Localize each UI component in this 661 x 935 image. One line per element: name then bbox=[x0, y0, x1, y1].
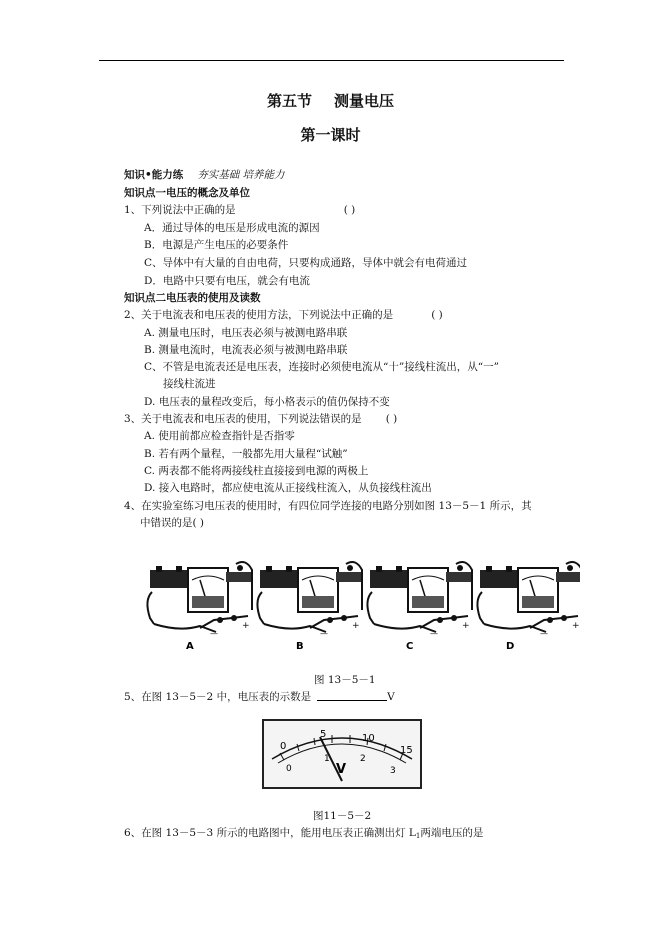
dial-lower-0: 0 bbox=[286, 764, 292, 774]
q2-option-d: D. 电压表的量程改变后，每小格表示的值仍保持不变 bbox=[144, 396, 390, 408]
dial-lower-3: 3 bbox=[390, 766, 396, 776]
dial-frame bbox=[263, 720, 421, 788]
knowledge-point-1: 知识点一电压的概念及单位 bbox=[124, 187, 250, 199]
figure-2-caption: 图11－5－2 bbox=[313, 810, 372, 822]
circuit-c bbox=[367, 562, 472, 638]
question-5-stem: 5、在图 13－5－2 中，电压表的示数是 V bbox=[124, 691, 395, 703]
dial-upper-0: 0 bbox=[280, 741, 287, 752]
q2-option-c-cont: 接线柱流进 bbox=[163, 378, 216, 390]
q1-option-b: B．电源是产生电压的必要条件 bbox=[144, 239, 289, 251]
q1-option-c: C、导体中有大量的自由电荷，只要构成通路，导体中就会有电荷通过 bbox=[144, 257, 468, 269]
practice-slogan: 夯实基础 培养能力 bbox=[197, 169, 285, 181]
q1-option-d: D．电路中只要有电压，就会有电流 bbox=[144, 275, 310, 287]
circuit-label-b: B bbox=[296, 641, 304, 652]
dial-upper-5: 5 bbox=[320, 729, 327, 740]
question-2-stem: 2、关于电流表和电压表的使用方法，下列说法中正确的是 ( ) bbox=[124, 309, 443, 321]
dial-upper-15: 15 bbox=[400, 745, 413, 756]
question-6-stem: 6、在图 13－5－3 所示的电路图中，能用电压表正确测出灯 $L_1$两端电压的是 bbox=[124, 827, 484, 840]
practice-heading bbox=[124, 168, 285, 182]
q2-option-c: C、不管是电流表还是电压表，连接时必须使电流从“十”接线柱流出，从“一” bbox=[144, 361, 500, 373]
page-subtitle: 第一课时 bbox=[300, 126, 361, 144]
circuit-a bbox=[147, 562, 252, 638]
dial-upper-10: 10 bbox=[362, 733, 375, 744]
practice-label: 知识•能力练 bbox=[124, 169, 184, 181]
circuit-b bbox=[257, 562, 362, 638]
q3-option-a: A. 使用前都应检查指针是否指零 bbox=[144, 430, 295, 442]
answer-blank[interactable] bbox=[317, 690, 387, 701]
topic-label: 测量电压 bbox=[334, 92, 395, 110]
knowledge-point-2: 知识点二电压表的使用及读数 bbox=[124, 292, 261, 304]
q3-option-d: D. 接入电路时，都应使电流从正接线柱流入，从负接线柱流出 bbox=[144, 482, 432, 494]
q3-option-c: C. 两表都不能将两接线柱直接接到电源的两极上 bbox=[144, 465, 369, 477]
question-1-stem: 1、下列说法中正确的是 ( ) bbox=[124, 204, 356, 216]
page-title bbox=[0, 90, 661, 111]
q2-option-a: A. 测量电压时，电压表必须与被测电路串联 bbox=[144, 327, 348, 339]
question-4-line-1: 4、在实验室练习电压表的使用时，有四位同学连接的电路分别如图 13－5－1 所示，其 bbox=[124, 500, 532, 512]
dial-lower-1: 1 bbox=[324, 754, 330, 764]
question-4-line-2: 中错误的是( ) bbox=[140, 517, 205, 529]
q3-option-b: B. 若有两个量程，一般都先用大量程“试触” bbox=[144, 448, 348, 460]
voltmeter-dial bbox=[262, 719, 422, 789]
circuit-label-d: D bbox=[506, 641, 515, 652]
circuit-label-c: C bbox=[406, 641, 414, 652]
q2-option-b: B. 测量电流时，电流表必须与被测电路串联 bbox=[144, 344, 348, 356]
dial-lower-2: 2 bbox=[360, 754, 366, 764]
section-label: 第五节 bbox=[266, 92, 312, 110]
q1-option-a: A．通过导体的电压是形成电流的源因 bbox=[144, 222, 320, 234]
question-3-stem: 3、关于电流表和电压表的使用，下列说法错误的是 ( ) bbox=[124, 413, 398, 425]
figure-1-caption: 图 13－5－1 bbox=[314, 674, 376, 686]
dial-unit-symbol: V bbox=[336, 762, 347, 777]
circuit-label-a: A bbox=[186, 641, 194, 652]
circuit-d bbox=[477, 562, 580, 638]
circuit-figure: — + A B C D bbox=[140, 552, 580, 656]
header-rule bbox=[99, 60, 564, 61]
